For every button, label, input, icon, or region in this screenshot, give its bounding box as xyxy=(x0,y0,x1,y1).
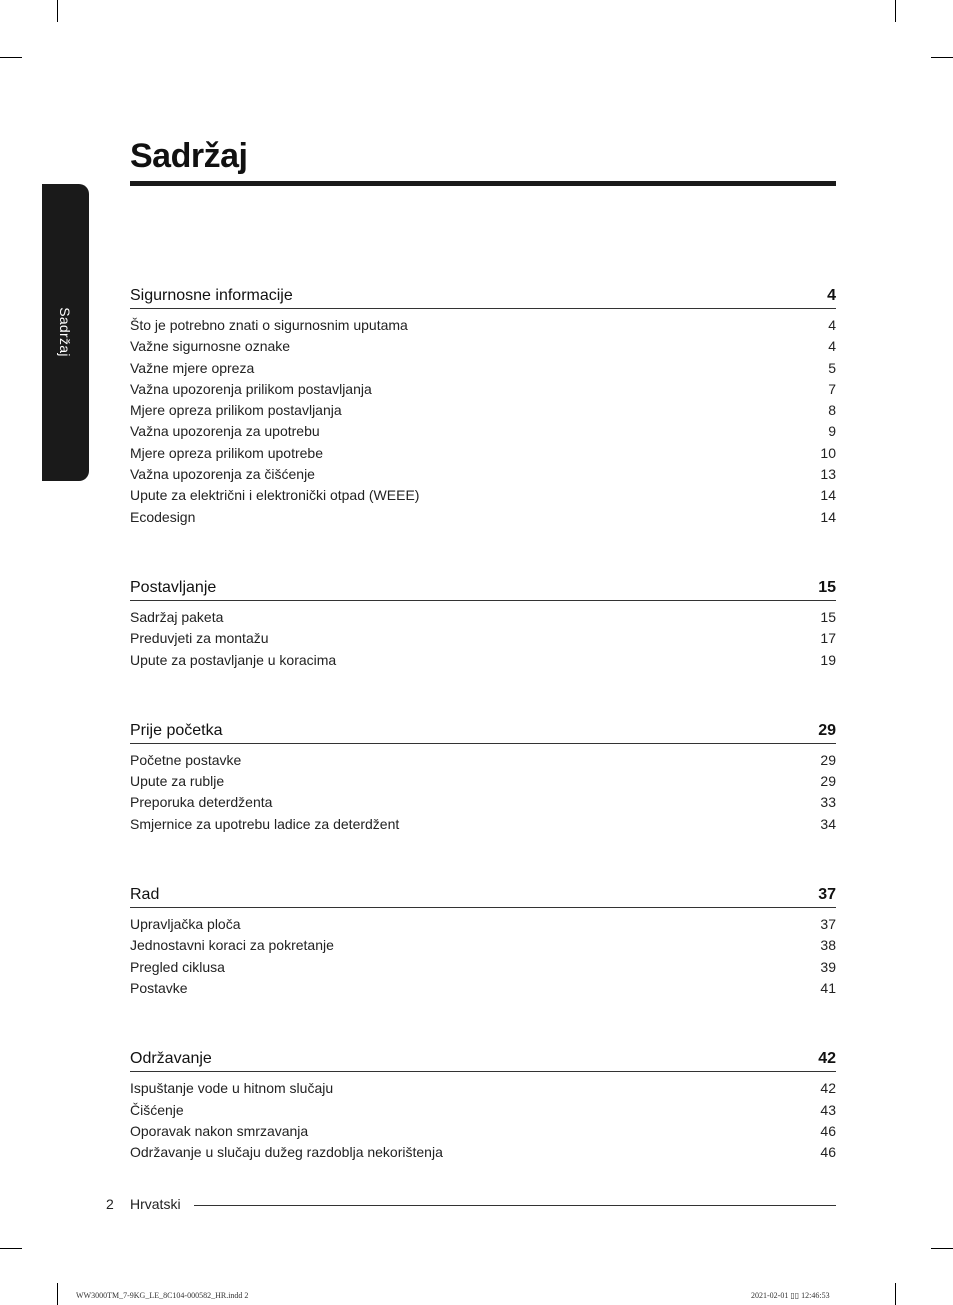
toc-section-title: Rad xyxy=(130,886,160,904)
toc-entry-page: 38 xyxy=(820,937,836,954)
toc-section-heading[interactable] xyxy=(130,876,836,908)
toc-section xyxy=(130,712,836,835)
toc-entry[interactable] xyxy=(130,650,836,671)
toc-entry[interactable] xyxy=(130,1142,836,1163)
toc-section-title: Sigurnosne informacije xyxy=(130,287,293,304)
toc-entry-title: Preporuka deterdženta xyxy=(130,794,273,811)
toc-section-page: 4 xyxy=(827,287,836,304)
toc-entry-page: 29 xyxy=(820,773,836,790)
toc-entry-title: Početne postavke xyxy=(130,751,242,768)
title-rule xyxy=(130,181,836,186)
toc-section xyxy=(130,569,836,671)
toc-entry-page: 34 xyxy=(820,815,836,832)
crop-mark xyxy=(895,0,896,22)
toc-entry-page: 39 xyxy=(820,958,836,975)
toc-entry-title: Čišćenje xyxy=(130,1101,184,1118)
toc-section-page: 15 xyxy=(818,578,836,596)
crop-mark xyxy=(931,1248,953,1249)
crop-mark xyxy=(0,57,22,58)
toc-section-heading[interactable] xyxy=(130,277,836,309)
page-title: Sadržaj xyxy=(130,137,248,175)
toc-entry-page: 43 xyxy=(820,1101,836,1118)
print-slug-timestamp: 2021-02-01 ▯▯ 12:46:53 xyxy=(751,1291,830,1300)
crop-mark xyxy=(0,1248,22,1249)
toc-section xyxy=(130,1040,836,1163)
toc-entry-page: 9 xyxy=(828,423,836,440)
toc-entry[interactable] xyxy=(130,771,836,792)
crop-mark xyxy=(57,1283,58,1305)
toc-entry-page: 46 xyxy=(820,1144,836,1161)
toc-entry-title: Važna upozorenja za čišćenje xyxy=(130,466,315,483)
toc-entry-title: Smjernice za upotrebu ladice za deterdžent xyxy=(130,815,400,832)
toc-entry-page: 7 xyxy=(828,380,836,397)
toc-entry-title: Postavke xyxy=(130,979,188,996)
toc-entry-title: Upravljačka ploča xyxy=(130,916,241,933)
page-number: 2 xyxy=(106,1196,114,1212)
toc-entry[interactable] xyxy=(130,358,836,379)
toc-entry[interactable] xyxy=(130,814,836,835)
toc-entry-title: Upute za električni i elektronički otpad (WEEE) xyxy=(130,487,420,504)
toc-entry[interactable] xyxy=(130,914,836,935)
toc-entry[interactable] xyxy=(130,1078,836,1099)
toc-entry-title: Ecodesign xyxy=(130,508,196,525)
toc-entry-page: 14 xyxy=(820,508,836,525)
toc-entry[interactable] xyxy=(130,628,836,649)
toc-entry-page: 10 xyxy=(820,444,836,461)
toc-entry-title: Održavanje u slučaju dužeg razdoblja nekorištenja xyxy=(130,1144,443,1161)
toc-section-heading[interactable] xyxy=(130,569,836,601)
toc-entry-page: 8 xyxy=(828,402,836,419)
side-tab-label: Sadržaj xyxy=(57,307,73,357)
toc-entry-title: Mjere opreza prilikom postavljanja xyxy=(130,402,342,419)
toc-entry-page: 37 xyxy=(820,916,836,933)
toc-entry-title: Pregled ciklusa xyxy=(130,958,225,975)
toc-entry[interactable] xyxy=(130,935,836,956)
toc-entry[interactable] xyxy=(130,336,836,357)
toc-entry-title: Upute za rublje xyxy=(130,773,225,790)
toc-entry-page: 42 xyxy=(820,1080,836,1097)
toc-section xyxy=(130,277,836,528)
footer-rule xyxy=(194,1205,836,1206)
toc-entry-title: Važne sigurnosne oznake xyxy=(130,338,291,355)
toc-entry[interactable] xyxy=(130,485,836,506)
toc-entry[interactable] xyxy=(130,792,836,813)
crop-mark xyxy=(931,57,953,58)
crop-mark xyxy=(895,1283,896,1305)
toc-entry-page: 13 xyxy=(820,466,836,483)
toc-entry-title: Upute za postavljanje u koracima xyxy=(130,651,337,668)
crop-mark xyxy=(57,0,58,22)
toc-entry-title: Preduvjeti za montažu xyxy=(130,630,269,647)
toc-section-title: Prije početka xyxy=(130,721,223,739)
toc-entry[interactable] xyxy=(130,443,836,464)
toc-entry-page: 4 xyxy=(828,338,836,355)
toc-entry-title: Što je potrebno znati o sigurnosnim uputama xyxy=(130,317,408,333)
toc-entry-title: Važna upozorenja za upotrebu xyxy=(130,423,320,440)
toc-entry-title: Sadržaj paketa xyxy=(130,608,224,625)
toc-entry-title: Oporavak nakon smrzavanja xyxy=(130,1122,309,1139)
toc-entry-title: Mjere opreza prilikom upotrebe xyxy=(130,444,323,461)
toc-entry[interactable] xyxy=(130,1100,836,1121)
toc-section-page: 42 xyxy=(818,1050,836,1068)
toc-entry[interactable] xyxy=(130,400,836,421)
toc-entry[interactable] xyxy=(130,315,836,336)
toc-entry-title: Važne mjere opreza xyxy=(130,359,255,376)
toc-entry-page: 14 xyxy=(820,487,836,504)
toc-entry-page: 15 xyxy=(820,608,836,625)
toc-section-title: Održavanje xyxy=(130,1050,212,1068)
toc-entry-page: 19 xyxy=(820,651,836,668)
table-of-contents xyxy=(130,277,836,1204)
toc-section-page: 29 xyxy=(818,721,836,739)
toc-entry-title: Važna upozorenja prilikom postavljanja xyxy=(130,380,372,397)
toc-entry-page: 33 xyxy=(820,794,836,811)
toc-section-page: 37 xyxy=(818,886,836,904)
toc-section-title: Postavljanje xyxy=(130,578,217,596)
toc-entry-page: 4 xyxy=(828,317,836,333)
footer-language: Hrvatski xyxy=(130,1196,181,1212)
toc-entry-title: Jednostavni koraci za pokretanje xyxy=(130,937,334,954)
toc-entry-page: 29 xyxy=(820,751,836,768)
toc-entry[interactable] xyxy=(130,978,836,999)
toc-section-heading[interactable] xyxy=(130,712,836,744)
toc-entry[interactable] xyxy=(130,421,836,442)
toc-entry-page: 17 xyxy=(820,630,836,647)
toc-entry-page: 41 xyxy=(820,979,836,996)
toc-entry[interactable] xyxy=(130,1121,836,1142)
toc-entry[interactable] xyxy=(130,607,836,628)
toc-entry[interactable] xyxy=(130,464,836,485)
toc-section-heading[interactable] xyxy=(130,1040,836,1072)
toc-entry-title: Ispuštanje vode u hitnom slučaju xyxy=(130,1080,334,1097)
toc-section xyxy=(130,876,836,999)
toc-entry[interactable] xyxy=(130,957,836,978)
toc-entry[interactable] xyxy=(130,379,836,400)
toc-entry[interactable] xyxy=(130,507,836,528)
toc-entry-page: 5 xyxy=(828,359,836,376)
print-slug-file: WW3000TM_7-9KG_LE_8C104-000582_HR.indd 2 xyxy=(76,1291,249,1300)
toc-entry[interactable] xyxy=(130,750,836,771)
toc-entry-page: 46 xyxy=(820,1122,836,1139)
